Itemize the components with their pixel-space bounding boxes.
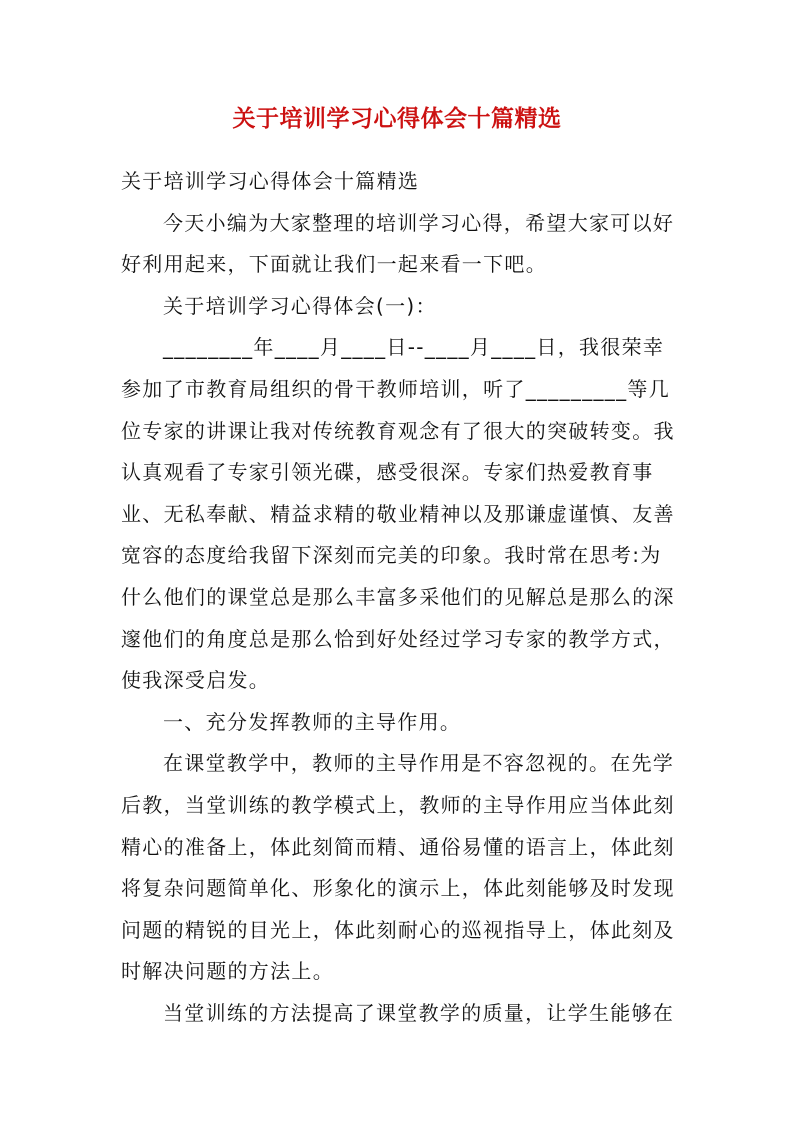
paragraph-point-heading: 一、充分发挥教师的主导作用。: [163, 709, 462, 734]
document-body: [121, 161, 681, 1034]
paragraph-intro: 今天小编为大家整理的培训学习心得，希望大家可以好好利用起来，下面就让我们一起来看一下吧。: [121, 210, 675, 277]
paragraph-section-heading: 关于培训学习心得体会(一)：: [163, 293, 437, 318]
paragraph-body: 在课堂教学中，教师的主导作用是不容忽视的。在先学后教，当堂训练的教学模式上，教师的主导作用应当体此刻精心的准备上，体此刻简而精、通俗易懂的语言上，体此刻将复杂问题简单化、形象化的演示上，体此刻能够及时发现问题的精锐的目光上，体此刻耐心的巡视指导上，体此刻及时解决问题的方法上。: [121, 751, 675, 984]
document-title: 关于培训学习心得体会十篇精选: [232, 105, 562, 132]
paragraph-subtitle: 关于培训学习心得体会十篇精选: [121, 169, 420, 193]
paragraph-body: 当堂训练的方法提高了课堂教学的质量，让学生能够在: [163, 1000, 675, 1025]
paragraph-body: ________年____月____日--____月____日，我很荣幸参加了市教育局组织的骨干教师培训，听了_________等几位专家的讲课让我对传统教育观念有了很大的突破转变。我认真观看了专家引领光碟，感受很深。专家们热爱教育事业、无私奉献、精益求精的敬业精神以及那谦虚谨慎、友善宽容的态度给我留下深刻而完美的印象。我时常在思考:为什么他们的课堂总是那么丰富多采他们的见解总是那么的深邃他们的角度总是那么恰到好处经过学习专家的教学方式，使我深受启发。: [121, 335, 675, 693]
